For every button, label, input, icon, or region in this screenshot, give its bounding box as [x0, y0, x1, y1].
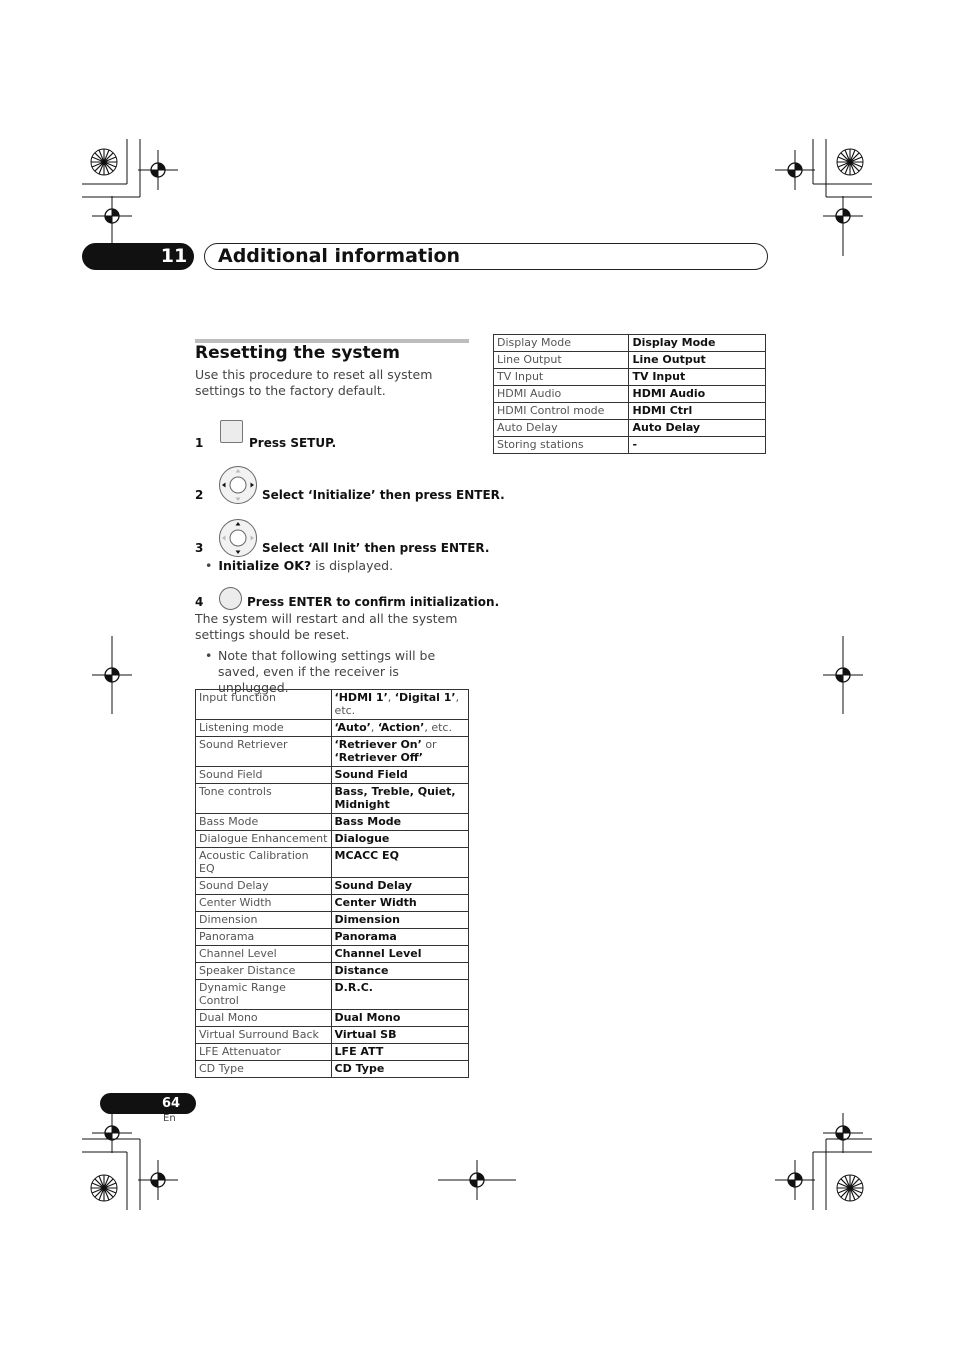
- table-row: [196, 814, 469, 831]
- table-row: [494, 352, 766, 369]
- cursor-pad-icon: [218, 518, 258, 558]
- setting-name: CD Type: [196, 1061, 332, 1078]
- value-part: Bass, Treble, Quiet, Midnight: [334, 785, 456, 811]
- setting-saved-value: [331, 690, 468, 720]
- setting-saved-value: TV Input: [629, 369, 766, 386]
- value-part: D.R.C.: [334, 981, 373, 994]
- setting-saved-value: Line Output: [629, 352, 766, 369]
- value-part: Sound Field: [334, 768, 408, 781]
- step-1-number: 1: [195, 436, 204, 450]
- table-row: [196, 878, 469, 895]
- setting-name: Panorama: [196, 929, 332, 946]
- table-row: [196, 737, 469, 767]
- setting-saved-value: Auto Delay: [629, 420, 766, 437]
- table-row: [196, 946, 469, 963]
- setting-name: Auto Delay: [494, 420, 629, 437]
- bullet-bold: Initialize OK?: [218, 558, 312, 573]
- setting-name: Dialogue Enhancement: [196, 831, 332, 848]
- value-part: Channel Level: [334, 947, 422, 960]
- setting-name: TV Input: [494, 369, 629, 386]
- value-part: ‘Auto’: [334, 721, 371, 734]
- setting-saved-value: [331, 946, 468, 963]
- setting-name: Sound Field: [196, 767, 332, 784]
- value-part: Dual Mono: [334, 1011, 401, 1024]
- setting-name: Dynamic Range Control: [196, 980, 332, 1010]
- setting-saved-value: [331, 895, 468, 912]
- bullet-glyph: •: [205, 558, 213, 573]
- table-row: [196, 1044, 469, 1061]
- value-part: Sound Delay: [334, 879, 413, 892]
- setting-saved-value: [331, 1010, 468, 1027]
- value-part: , etc.: [424, 721, 452, 734]
- setup-button-icon: [220, 420, 243, 443]
- value-part: ‘Action’: [377, 721, 425, 734]
- table-row: [494, 420, 766, 437]
- setting-saved-value: [331, 831, 468, 848]
- setting-saved-value: Display Mode: [629, 335, 766, 352]
- value-part: or: [421, 738, 437, 751]
- chapter-title: Additional information: [218, 245, 461, 267]
- setting-saved-value: [331, 963, 468, 980]
- setting-saved-value: [331, 1044, 468, 1061]
- note-text: Note that following settings will be saved, even if the receiver is unplugged.: [218, 648, 436, 695]
- saved-settings-table: [195, 689, 469, 1078]
- value-part: Dialogue: [334, 832, 390, 845]
- setting-name: Bass Mode: [196, 814, 332, 831]
- table-row: [494, 403, 766, 420]
- table-row: [196, 690, 469, 720]
- value-part: ‘Retriever Off’: [334, 751, 423, 764]
- after-text: The system will restart and all the system settings should be reset.: [195, 611, 458, 642]
- section-title: Resetting the system: [195, 343, 400, 363]
- value-part: Bass Mode: [334, 815, 402, 828]
- setting-saved-value: [331, 737, 468, 767]
- setting-name: Sound Retriever: [196, 737, 332, 767]
- value-part: Panorama: [334, 930, 397, 943]
- setting-name: Virtual Surround Back: [196, 1027, 332, 1044]
- setting-name: Listening mode: [196, 720, 332, 737]
- setting-saved-value: [331, 814, 468, 831]
- setting-name: HDMI Audio: [494, 386, 629, 403]
- saved-settings-table-continued: [493, 334, 766, 454]
- setting-name: Storing stations: [494, 437, 629, 454]
- step-1-text: Press SETUP.: [249, 436, 337, 450]
- setting-name: Line Output: [494, 352, 629, 369]
- setting-name: Tone controls: [196, 784, 332, 814]
- value-part: ,: [370, 721, 378, 734]
- table-row: [494, 369, 766, 386]
- table-row: [196, 1061, 469, 1078]
- table-row: [196, 963, 469, 980]
- section-intro: Use this procedure to reset all system settings to the factory default.: [195, 367, 433, 398]
- setting-saved-value: [331, 1027, 468, 1044]
- setting-saved-value: [331, 929, 468, 946]
- setting-saved-value: [331, 848, 468, 878]
- setting-name: HDMI Control mode: [494, 403, 629, 420]
- value-part: Virtual SB: [334, 1028, 397, 1041]
- step-4-number: 4: [195, 595, 204, 609]
- step-4-text: Press ENTER to confirm initialization.: [247, 595, 500, 609]
- setting-saved-value: -: [629, 437, 766, 454]
- value-part: ,: [387, 691, 395, 704]
- table-row: [494, 437, 766, 454]
- setting-saved-value: HDMI Audio: [629, 386, 766, 403]
- setting-saved-value: [331, 912, 468, 929]
- value-part: , etc.: [334, 691, 460, 717]
- value-part: ‘Digital 1’: [394, 691, 456, 704]
- table-row: [196, 895, 469, 912]
- setting-saved-value: HDMI Ctrl: [629, 403, 766, 420]
- setting-saved-value: [331, 980, 468, 1010]
- language-label: En: [163, 1113, 176, 1124]
- value-part: Distance: [334, 964, 389, 977]
- table-row: [196, 912, 469, 929]
- bullet-glyph: •: [205, 648, 213, 663]
- value-part: ‘Retriever On’: [334, 738, 422, 751]
- step-2-number: 2: [195, 488, 204, 502]
- table-row: [196, 848, 469, 878]
- table-row: [494, 386, 766, 403]
- setting-name: LFE Attenuator: [196, 1044, 332, 1061]
- table-row: [196, 1010, 469, 1027]
- setting-saved-value: [331, 878, 468, 895]
- setting-name: Acoustic Calibration EQ: [196, 848, 332, 878]
- table-row: [196, 767, 469, 784]
- step-3-bullet: [205, 558, 393, 573]
- value-part: CD Type: [334, 1062, 385, 1075]
- table-row: [494, 335, 766, 352]
- setting-name: Speaker Distance: [196, 963, 332, 980]
- table-row: [196, 784, 469, 814]
- setting-saved-value: [331, 784, 468, 814]
- table-row: [196, 980, 469, 1010]
- page-number: 64: [161, 1096, 181, 1111]
- step-3-number: 3: [195, 541, 204, 555]
- value-part: LFE ATT: [334, 1045, 384, 1058]
- setting-name: Dimension: [196, 912, 332, 929]
- value-part: Dimension: [334, 913, 400, 926]
- setting-name: Dual Mono: [196, 1010, 332, 1027]
- setting-saved-value: [331, 720, 468, 737]
- setting-name: Display Mode: [494, 335, 629, 352]
- step-2-text: Select ‘Initialize’ then press ENTER.: [262, 488, 505, 502]
- value-part: MCACC EQ: [334, 849, 399, 862]
- setting-name: Sound Delay: [196, 878, 332, 895]
- setting-saved-value: [331, 767, 468, 784]
- chapter-number: 11: [160, 245, 188, 267]
- cursor-pad-icon: [218, 465, 258, 505]
- table-row: [196, 1027, 469, 1044]
- bullet-rest: is displayed.: [311, 558, 394, 573]
- setting-name: Center Width: [196, 895, 332, 912]
- setting-name: Input function: [196, 690, 332, 720]
- value-part: Center Width: [334, 896, 417, 909]
- table-row: [196, 720, 469, 737]
- step-3-text: Select ‘All Init’ then press ENTER.: [262, 541, 490, 555]
- table-row: [196, 929, 469, 946]
- table-row: [196, 831, 469, 848]
- value-part: ‘HDMI 1’: [334, 691, 388, 704]
- enter-button-icon: [219, 587, 242, 610]
- setting-saved-value: [331, 1061, 468, 1078]
- setting-name: Channel Level: [196, 946, 332, 963]
